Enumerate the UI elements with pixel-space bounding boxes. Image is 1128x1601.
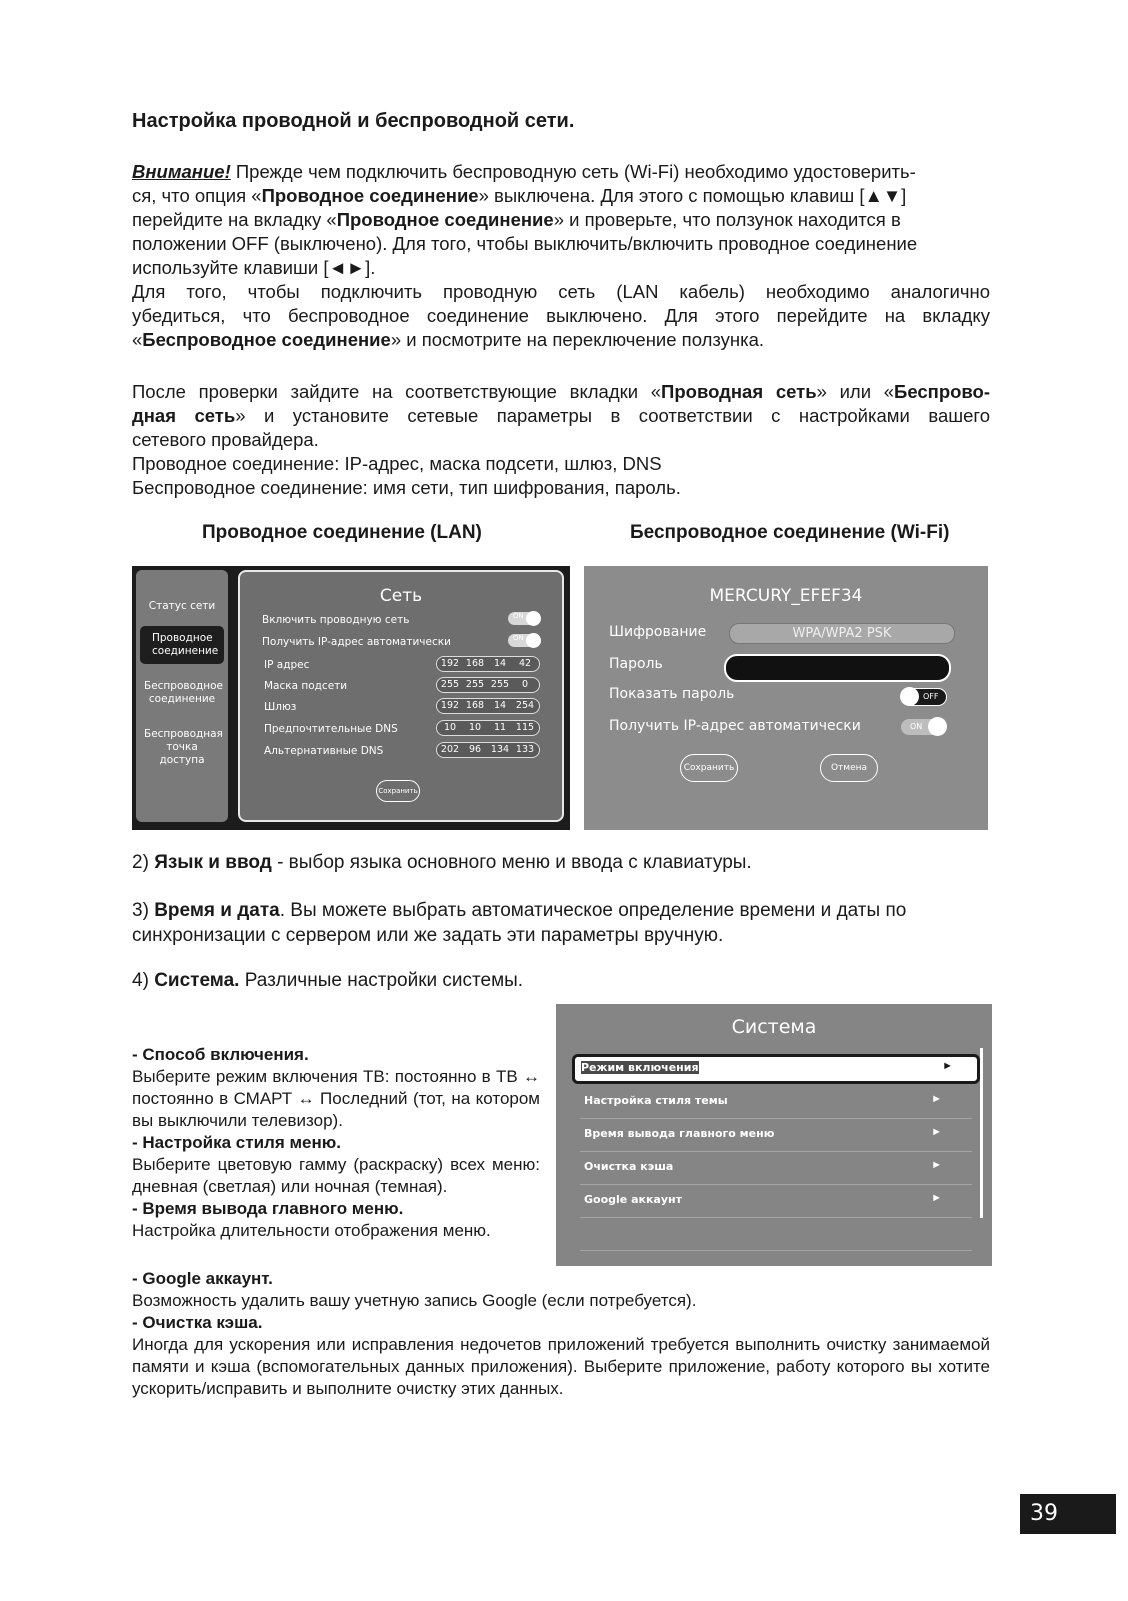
term-wired-connection: Проводное соединение (336, 209, 554, 230)
show-password-label: Показать пароль (609, 686, 735, 702)
octet: 42 (518, 658, 532, 669)
wifi-settings-screen (584, 566, 988, 830)
encryption-label: Шифрование (609, 624, 707, 640)
page-number: 39 (1020, 1494, 1116, 1534)
item-title: Время и дата (154, 900, 280, 921)
intro-text: Для того, чтобы подключить проводную сеть (LAN кабель) необходимо аналогично (132, 281, 990, 302)
wifi-auto-ip-toggle[interactable] (901, 719, 945, 735)
octet: 255 (440, 679, 460, 690)
menu-item-label: Очистка кэша (584, 1160, 674, 1173)
menu-item-label: Режим включения (581, 1061, 699, 1074)
term-wired-connection: Проводное соединение (261, 185, 479, 206)
item-number: 2) (132, 852, 155, 873)
after-paragraph (132, 380, 990, 500)
menu-item-clear-cache[interactable] (580, 1152, 972, 1185)
sidebar-item-label: Беспроводное соединение (144, 680, 224, 705)
octet: 96 (468, 744, 482, 755)
term-wireless-network: дная сеть (132, 405, 236, 426)
network-panel (238, 570, 564, 822)
intro-text: Прежде чем подключить беспроводную сеть (Wi-Fi) необходимо удостоверить- (230, 161, 916, 182)
page-heading: Настройка проводной и беспроводной сети. (132, 110, 575, 132)
sidebar-item-label: Беспроводная точка доступа (144, 728, 223, 766)
arrow-right-icon: ► (931, 1126, 942, 1138)
intro-text: убедиться, что беспроводное соединение выключено. Для этого перейдите на вкладку (132, 305, 990, 326)
alternate-dns-field[interactable] (436, 742, 540, 758)
toggle-knob (526, 633, 541, 648)
network-sidebar (136, 570, 228, 822)
octet: 10 (443, 722, 457, 733)
system-settings-screen (556, 1004, 992, 1266)
octet: 255 (490, 679, 510, 690)
option-text: Выберите цветовую гамму (раскраску) всех меню: дневная (светлая) или ночная (темная). (132, 1155, 540, 1196)
octet: 11 (493, 722, 507, 733)
item-datetime (132, 898, 906, 948)
octet: 255 (465, 679, 485, 690)
term-wireless-connection: Беспроводное соединение (142, 329, 391, 350)
octet: 14 (493, 658, 507, 669)
menu-item-google-account[interactable] (580, 1185, 972, 1218)
intro-text: » и проверьте, что ползунок находится в (553, 209, 901, 230)
password-label: Пароль (609, 656, 663, 672)
item-text: - выбор языка основного меню и ввода с клавиатуры. (271, 852, 752, 873)
subnet-mask-field[interactable] (436, 677, 540, 693)
caption-lan: Проводное соединение (LAN) (202, 522, 482, 543)
octet: 133 (515, 744, 535, 755)
arrow-right-icon: ► (931, 1093, 942, 1105)
intro-text: » выключена. Для этого с помощью клавиш [▲▼] (478, 185, 907, 206)
item-number: 4) (132, 970, 155, 991)
scrollbar[interactable] (980, 1048, 983, 1218)
menu-item-power-mode[interactable] (572, 1054, 980, 1084)
arrow-right-icon: ► (942, 1060, 953, 1072)
after-text: Беспроводное соединение: имя сети, тип шифрования, пароль. (132, 477, 681, 498)
ip-address-label: IP адрес (264, 659, 310, 671)
menu-item-theme-style[interactable] (580, 1086, 972, 1119)
item-number: 3) (132, 900, 155, 921)
after-text: сетевого провайдера. (132, 429, 319, 450)
toggle-state: OFF (923, 692, 939, 701)
option-text: Выберите режим включения ТВ: постоянно в ТВ ↔ постоянно в СМАРТ ↔ Последний (тот, на котором вы выключили телевизор). (132, 1067, 540, 1130)
sidebar-item-hotspot[interactable] (140, 728, 224, 767)
toggle-knob (900, 687, 919, 706)
menu-item-menu-timeout[interactable] (580, 1119, 972, 1152)
item-text: . Вы можете выбрать автоматическое определение времени и даты по (279, 900, 907, 921)
sidebar-item-wired[interactable] (140, 626, 224, 664)
after-text: » и установите сетевые параметры в соответствии с настройками вашего (235, 405, 990, 426)
gateway-field[interactable] (436, 698, 540, 714)
item-title: Система. (154, 970, 240, 991)
octet: 134 (490, 744, 510, 755)
network-ssid: MERCURY_EFEF34 (709, 586, 863, 606)
toggle-state: ON (513, 613, 524, 620)
wifi-cancel-button[interactable]: Отмена (820, 754, 878, 782)
sidebar-item-wireless[interactable] (140, 680, 224, 706)
preferred-dns-label: Предпочтительные DNS (264, 723, 398, 735)
intro-text: » и посмотрите на переключение ползунка. (390, 329, 765, 350)
arrow-right-icon: ► (931, 1192, 942, 1204)
menu-item-label: Google аккаунт (584, 1193, 683, 1206)
menu-item-label: Настройка стиля темы (584, 1094, 728, 1107)
option-heading: - Очистка кэша. (132, 1313, 263, 1332)
item-text: синхронизации с сервером или же задать эти параметры вручную. (132, 925, 724, 946)
octet: 10 (468, 722, 482, 733)
item-system (132, 970, 523, 992)
toggle-wired-label: Включить проводную сеть (262, 614, 410, 626)
auto-ip-label: Получить IP-адрес автоматически (609, 718, 861, 734)
after-text: » или « (816, 381, 895, 402)
menu-item-label: Время вывода главного меню (584, 1127, 775, 1140)
auto-ip-toggle[interactable] (508, 634, 540, 647)
item-title: Язык и ввод (154, 852, 272, 873)
wired-network-toggle[interactable] (508, 612, 540, 625)
option-heading: - Способ включения. (132, 1045, 309, 1064)
intro-paragraph (132, 160, 990, 352)
intro-text: ся, что опция « (132, 185, 262, 206)
octet: 202 (440, 744, 460, 755)
item-language (132, 852, 752, 874)
option-heading: - Google аккаунт. (132, 1269, 273, 1288)
arrow-right-icon: ► (931, 1159, 942, 1171)
term-wired-network: Проводная сеть (661, 381, 817, 402)
lan-settings-screen (132, 566, 570, 830)
octet: 14 (493, 700, 507, 711)
attention-label: Внимание! (132, 161, 231, 182)
gateway-label: Шлюз (264, 701, 297, 713)
encryption-select[interactable]: WPA/WPA2 PSK (729, 623, 955, 644)
toggle-knob (928, 717, 947, 736)
octet: 168 (465, 700, 485, 711)
password-input[interactable] (724, 654, 951, 682)
option-text: Возможность удалить вашу учетную запись Google (если потребуется). (132, 1291, 697, 1310)
term-wireless-network: Беспрово- (894, 381, 991, 402)
ip-address-field[interactable] (436, 656, 540, 672)
caption-wifi: Беспроводное соединение (Wi-Fi) (630, 522, 950, 543)
panel-title: Сеть (379, 586, 423, 606)
toggle-state: ON (910, 722, 923, 731)
octet: 192 (440, 658, 460, 669)
toggle-ip-label: Получить IP-адрес автоматически (262, 636, 451, 648)
octet: 0 (521, 679, 529, 690)
after-text: Проводное соединение: IP-адрес, маска подсети, шлюз, DNS (132, 453, 662, 474)
toggle-knob (526, 611, 541, 626)
show-password-toggle[interactable] (901, 688, 947, 706)
option-heading: - Время вывода главного меню. (132, 1199, 404, 1218)
octet: 168 (465, 658, 485, 669)
octet: 115 (515, 722, 535, 733)
system-title: Система (731, 1016, 817, 1038)
alternate-dns-label: Альтернативные DNS (264, 745, 384, 757)
toggle-state: ON (513, 635, 524, 642)
option-text: Иногда для ускорения или исправления недочетов приложений требуется выполнить очистку занимаемой памяти и кэша (вспомогательных данных приложения). Выберите приложение, работу которого вы хотите ускорить/исправить и выполните очистку этих данных. (132, 1335, 990, 1398)
sidebar-item-label: Проводное соединение (152, 632, 219, 657)
octet: 254 (515, 700, 535, 711)
option-text: Настройка длительности отображения меню. (132, 1221, 491, 1240)
lan-save-button[interactable]: Сохранить (376, 780, 420, 802)
octet: 192 (440, 700, 460, 711)
system-options-description (132, 1044, 540, 1242)
after-text: После проверки зайдите на соответствующие вкладки « (132, 381, 662, 402)
wifi-save-button[interactable]: Сохранить (680, 754, 738, 782)
option-heading: - Настройка стиля меню. (132, 1133, 342, 1152)
menu-item-empty (580, 1218, 972, 1251)
intro-text: используйте клавиши [◄►]. (132, 257, 376, 278)
item-text: Различные настройки системы. (239, 970, 524, 991)
sidebar-item-status[interactable]: Статус сети (148, 600, 216, 612)
subnet-mask-label: Маска подсети (264, 680, 348, 692)
intro-text: перейдите на вкладку « (132, 209, 337, 230)
system-options-description-2 (132, 1268, 990, 1400)
preferred-dns-field[interactable] (436, 720, 540, 736)
intro-text: « (132, 329, 143, 350)
intro-text: положении OFF (выключено). Для того, чтобы выключить/включить проводное соединение (132, 233, 918, 254)
